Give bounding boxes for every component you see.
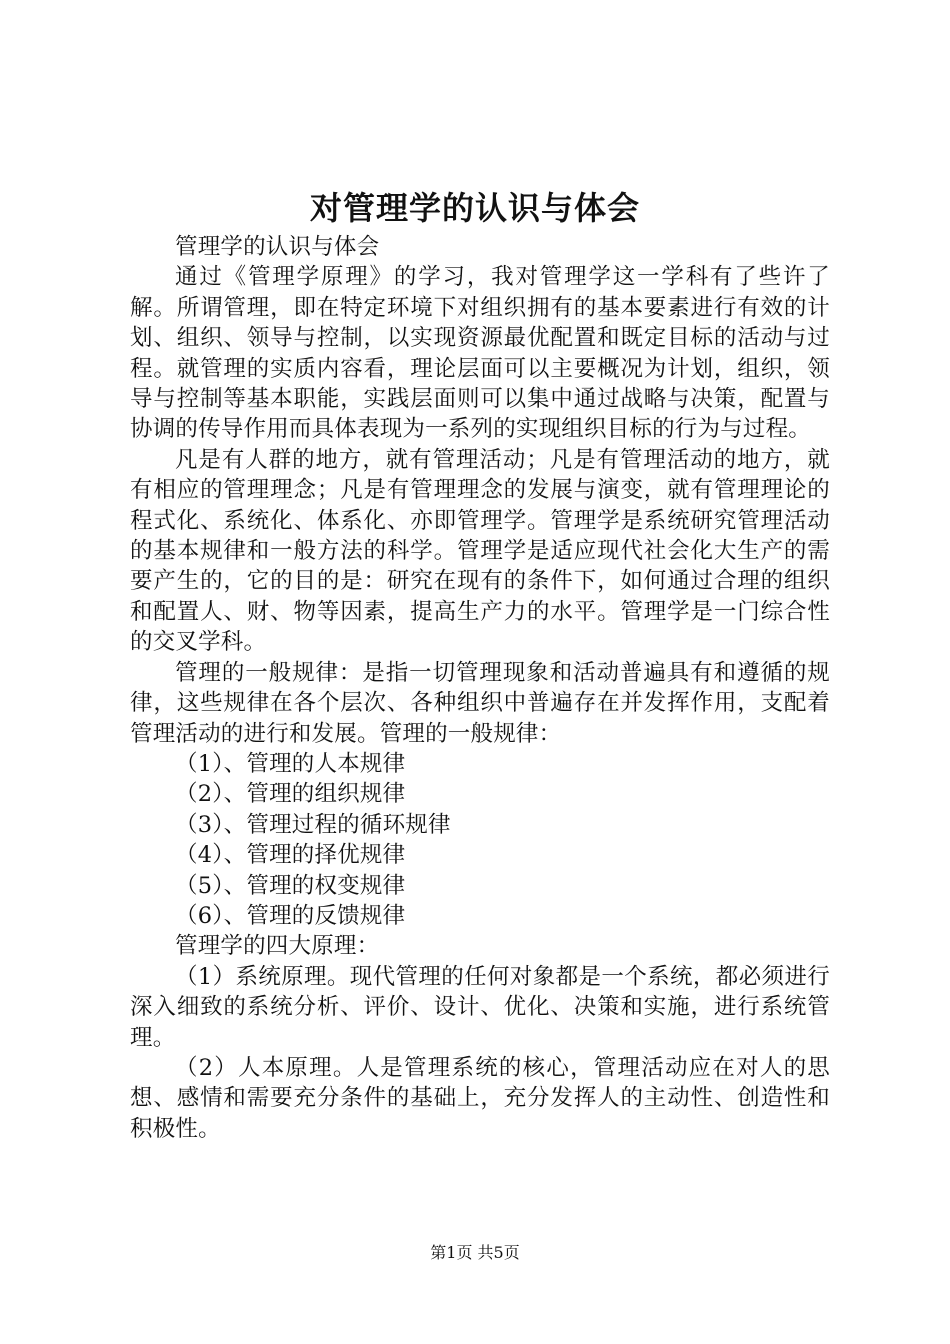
list-item-law-2: （2）、管理的组织规律 [175, 781, 406, 808]
list-item-law-1: （1）、管理的人本规律 [175, 750, 406, 777]
list-item-law-5: （5）、管理的权变规律 [175, 872, 406, 899]
list-item-law-6: （6）、管理的反馈规律 [175, 902, 406, 929]
paragraph-human-principle: （2）人本原理。人是管理系统的核心，管理活动应在对人的思想、感情和需要充分条件的基础上，充分发挥人的主动性、创造性和积极性。 [130, 1054, 830, 1142]
paragraph-management-activity: 凡是有人群的地方，就有管理活动；凡是有管理活动的地方，就有相应的管理理念；凡是有管理理念的发展与演变，就有管理理论的程式化、系统化、体系化、亦即管理学。管理学是系统研究管理活动的基本规律和一般方法的科学。管理学是适应现代社会化大生产的需要产生的，它的目的是：研究在现有的条件下，如何通过合理的组织和配置人、财、物等因素，提高生产力的水平。管理学是一门综合性的交叉学科。 [130, 446, 830, 656]
list-item-law-4: （4）、管理的择优规律 [175, 842, 406, 869]
page-footer: 第1页 共5页 [430, 1243, 520, 1262]
list-item-law-3: （3）、管理过程的循环规律 [175, 811, 451, 838]
paragraph-general-laws: 管理的一般规律：是指一切管理现象和活动普遍具有和遵循的规律，这些规律在各个层次、各种组织中普遍存在并发挥作用，支配着管理活动的进行和发展。管理的一般规律： [130, 659, 830, 747]
paragraph-four-principles: 管理学的四大原理： [175, 933, 380, 960]
paragraph-intro: 通过《管理学原理》的学习，我对管理学这一学科有了些许了解。所谓管理，即在特定环境下对组织拥有的基本要素进行有效的计划、组织、领导与控制，以实现资源最优配置和既定目标的活动与过程。就管理的实质内容看，理论层面可以主要概况为计划，组织，领导与控制等基本职能，实践层面则可以集中通过战略与决策，配置与协调的传导作用而具体表现为一系列的实现组织目标的行为与过程。 [130, 264, 830, 443]
paragraph-system-principle: （1）系统原理。现代管理的任何对象都是一个系统，都必须进行深入细致的系统分析、评价、设计、优化、决策和实施，进行系统管理。 [130, 963, 830, 1051]
document-body [130, 232, 830, 1144]
document-title: 对管理学的认识与体会 [309, 189, 640, 227]
paragraph-subtitle: 管理学的认识与体会 [175, 234, 380, 260]
